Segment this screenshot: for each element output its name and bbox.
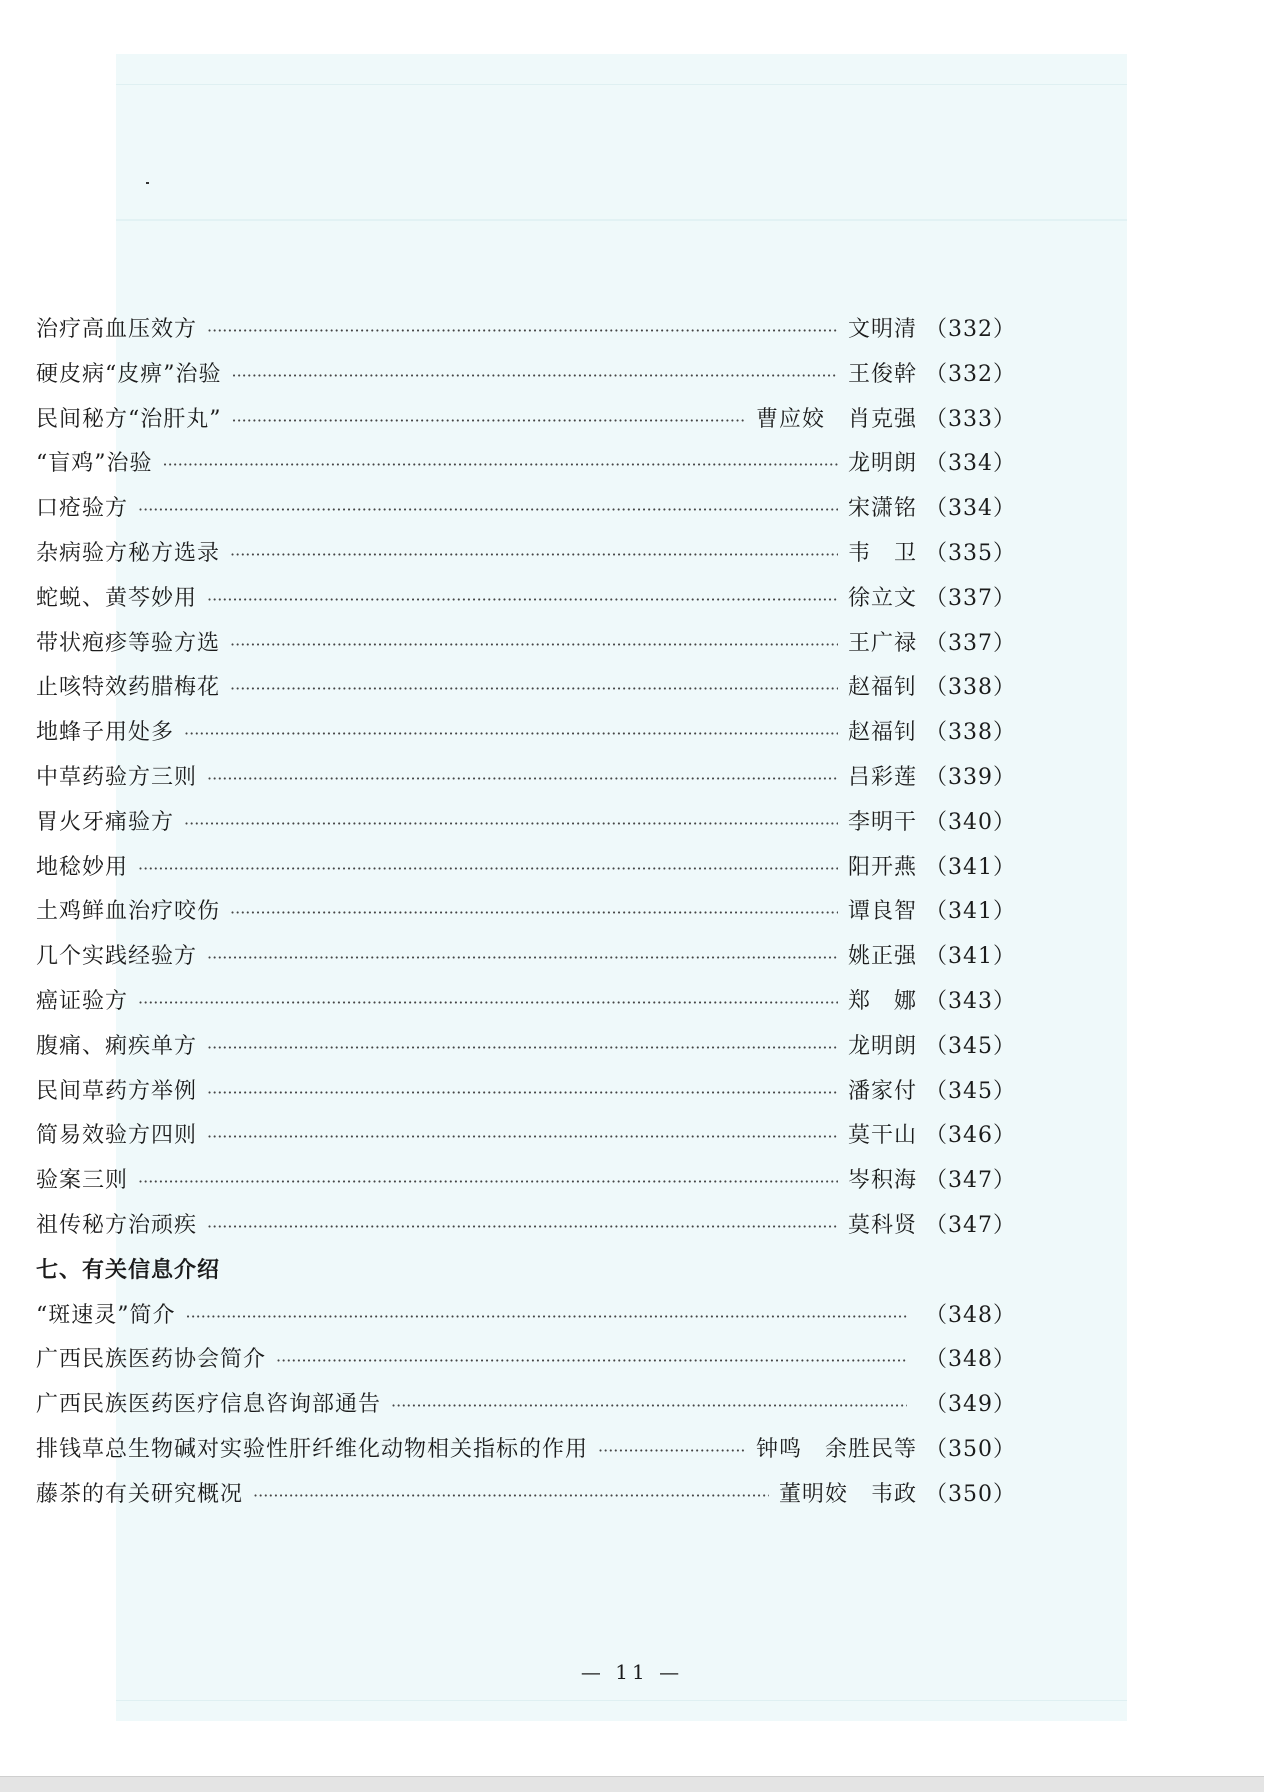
dot-leader bbox=[186, 1295, 908, 1340]
scan-bottom-edge bbox=[0, 1776, 1264, 1792]
entry-page: （332） bbox=[925, 317, 1016, 342]
dot-leader bbox=[230, 891, 838, 936]
entry-page: （350） bbox=[925, 1436, 1016, 1462]
dot-leader bbox=[207, 309, 838, 354]
dot-leader bbox=[163, 443, 838, 488]
entry-page: （334） bbox=[925, 496, 1016, 522]
entry-page: （337） bbox=[925, 630, 1016, 656]
toc-entry bbox=[36, 980, 1016, 1025]
dot-leader bbox=[232, 354, 838, 399]
entry-page: （348） bbox=[925, 1302, 1016, 1328]
scan-speck bbox=[146, 182, 149, 184]
entry-title: 硬皮病“皮痹”治验 bbox=[36, 361, 222, 387]
entry-author: 潘家付 bbox=[847, 1078, 917, 1104]
entry-title: 排钱草总生物碱对实验性肝纤维化动物相关指标的作用 bbox=[36, 1436, 589, 1462]
entry-page: （347） bbox=[925, 1212, 1016, 1238]
toc-entry bbox=[36, 577, 1016, 622]
entry-author: 王俊幹 bbox=[847, 361, 917, 387]
entry-author: 姚正强 bbox=[847, 944, 917, 970]
entry-author: 阳开燕 bbox=[847, 854, 917, 880]
toc-entry bbox=[36, 711, 1016, 756]
toc-entry bbox=[36, 1204, 1016, 1249]
entry-page: （341） bbox=[925, 899, 1016, 925]
entry-author: 王广禄 bbox=[847, 630, 917, 656]
entry-title: 简易效验方四则 bbox=[36, 1123, 198, 1149]
entry-title: 治疗高血压效方 bbox=[36, 317, 198, 342]
dot-leader bbox=[207, 578, 838, 623]
entry-author: 莫干山 bbox=[847, 1123, 917, 1149]
dot-leader bbox=[230, 667, 838, 712]
dot-leader bbox=[138, 847, 838, 892]
entry-title: 中草药验方三则 bbox=[36, 764, 198, 790]
entry-author: 曹应姣 肖克强 bbox=[755, 406, 917, 432]
toc-entry bbox=[36, 398, 1016, 443]
entry-page: （348） bbox=[925, 1347, 1016, 1373]
entry-title: 验案三则 bbox=[36, 1168, 129, 1194]
toc-entry bbox=[36, 1159, 1016, 1204]
toc-entry bbox=[36, 756, 1016, 801]
entry-title: 口疮验方 bbox=[36, 496, 129, 522]
toc-entry bbox=[36, 1338, 1016, 1383]
toc-entry bbox=[36, 353, 1016, 398]
entry-author: 赵福钊 bbox=[847, 675, 917, 701]
entry-page: （347） bbox=[925, 1168, 1016, 1194]
toc-entry bbox=[36, 1114, 1016, 1159]
entry-title: 祖传秘方治顽疾 bbox=[36, 1212, 198, 1238]
entry-page: （339） bbox=[925, 764, 1016, 790]
entry-page: （345） bbox=[925, 1078, 1016, 1104]
toc-entry bbox=[36, 1294, 1016, 1339]
dot-leader bbox=[207, 1026, 838, 1071]
entry-author: 郑 娜 bbox=[847, 988, 917, 1014]
entry-title: 地蜂子用处多 bbox=[36, 720, 175, 746]
entry-title: 腹痛、痢疾单方 bbox=[36, 1033, 198, 1059]
toc-entry bbox=[36, 846, 1016, 891]
entry-page: （345） bbox=[925, 1033, 1016, 1059]
dot-leader bbox=[207, 936, 838, 981]
entry-title: 土鸡鲜血治疗咬伤 bbox=[36, 899, 221, 925]
entry-author: 宋潇铭 bbox=[847, 496, 917, 522]
dot-leader bbox=[207, 1071, 838, 1116]
entry-title: 广西民族医药协会简介 bbox=[36, 1347, 267, 1373]
entry-page: （338） bbox=[925, 675, 1016, 701]
entry-author: 文明清 bbox=[847, 317, 917, 342]
entry-title: 民间秘方“治肝丸” bbox=[36, 406, 222, 432]
entry-author: 董明姣 韦政 bbox=[778, 1481, 917, 1507]
toc-entry bbox=[36, 308, 1016, 353]
toc-entry bbox=[36, 935, 1016, 980]
scan-band-line bbox=[116, 219, 1127, 221]
toc-entry bbox=[36, 1428, 1016, 1473]
entry-page: （332） bbox=[925, 361, 1016, 387]
dot-leader bbox=[230, 533, 838, 578]
entry-title: 蛇蜕、黄芩妙用 bbox=[36, 585, 198, 611]
entry-author: 徐立文 bbox=[847, 585, 917, 611]
toc-entry bbox=[36, 1070, 1016, 1115]
dot-leader bbox=[276, 1339, 907, 1384]
dot-leader bbox=[207, 1115, 838, 1160]
entry-page: （346） bbox=[925, 1123, 1016, 1149]
dot-leader bbox=[184, 802, 838, 847]
entry-author: 钟鸣 余胜民等 bbox=[755, 1436, 917, 1462]
toc-entry bbox=[36, 622, 1016, 667]
entry-page: （337） bbox=[925, 585, 1016, 611]
toc-entry bbox=[36, 666, 1016, 711]
entry-author: 赵福钊 bbox=[847, 720, 917, 746]
entry-author: 龙明朗 bbox=[847, 1033, 917, 1059]
entry-page: （350） bbox=[925, 1481, 1016, 1507]
table-of-contents bbox=[36, 308, 1016, 1518]
entry-page: （334） bbox=[925, 451, 1016, 477]
dot-leader bbox=[207, 1205, 838, 1250]
entry-author: 吕彩莲 bbox=[847, 764, 917, 790]
scan-band-top bbox=[116, 54, 1127, 85]
dot-leader bbox=[138, 488, 838, 533]
toc-entry bbox=[36, 442, 1016, 487]
entry-page: （341） bbox=[925, 944, 1016, 970]
entry-title: 癌证验方 bbox=[36, 988, 129, 1014]
entry-page: （333） bbox=[925, 406, 1016, 432]
entry-page: （343） bbox=[925, 988, 1016, 1014]
entry-page: （335） bbox=[925, 540, 1016, 566]
dot-leader bbox=[598, 1429, 746, 1474]
entry-author: 龙明朗 bbox=[847, 451, 917, 477]
entry-author: 李明干 bbox=[847, 809, 917, 835]
entry-title: 广西民族医药医疗信息咨询部通告 bbox=[36, 1392, 382, 1418]
entry-page: （349） bbox=[925, 1392, 1016, 1418]
toc-entry bbox=[36, 801, 1016, 846]
toc-entry bbox=[36, 532, 1016, 577]
entry-author: 岑积海 bbox=[847, 1168, 917, 1194]
entry-page: （340） bbox=[925, 809, 1016, 835]
dot-leader bbox=[232, 399, 746, 444]
entry-author: 莫科贤 bbox=[847, 1212, 917, 1238]
entry-title: 地稔妙用 bbox=[36, 854, 129, 880]
entry-title: 带状疱疹等验方选 bbox=[36, 630, 221, 656]
entry-title: 几个实践经验方 bbox=[36, 944, 198, 970]
entry-author: 谭良智 bbox=[847, 899, 917, 925]
toc-entry bbox=[36, 487, 1016, 532]
dot-leader bbox=[391, 1384, 907, 1429]
entry-title: 止咳特效药腊梅花 bbox=[36, 675, 221, 701]
entry-title: 杂病验方秘方选录 bbox=[36, 540, 221, 566]
entry-author: 韦 卫 bbox=[847, 540, 917, 566]
entry-page: （341） bbox=[925, 854, 1016, 880]
entry-page: （338） bbox=[925, 720, 1016, 746]
dot-leader bbox=[184, 712, 838, 757]
dot-leader bbox=[253, 1474, 769, 1519]
page-number: — 11 — bbox=[580, 1660, 684, 1684]
dot-leader bbox=[230, 623, 838, 668]
toc-entry bbox=[36, 1473, 1016, 1518]
entry-title: 民间草药方举例 bbox=[36, 1078, 198, 1104]
dot-leader bbox=[138, 981, 838, 1026]
dot-leader bbox=[207, 757, 838, 802]
scan-band-bottom bbox=[116, 1700, 1127, 1721]
section-heading: 七、有关信息介绍 bbox=[36, 1257, 221, 1283]
entry-title: “盲鸡”治验 bbox=[36, 451, 153, 477]
entry-title: 胃火牙痛验方 bbox=[36, 809, 175, 835]
toc-entry bbox=[36, 890, 1016, 935]
toc-entry bbox=[36, 1383, 1016, 1428]
dot-leader bbox=[138, 1160, 838, 1205]
entry-title: “斑速灵”简介 bbox=[36, 1302, 176, 1328]
entry-title: 藤茶的有关研究概况 bbox=[36, 1481, 244, 1507]
toc-entry bbox=[36, 1025, 1016, 1070]
